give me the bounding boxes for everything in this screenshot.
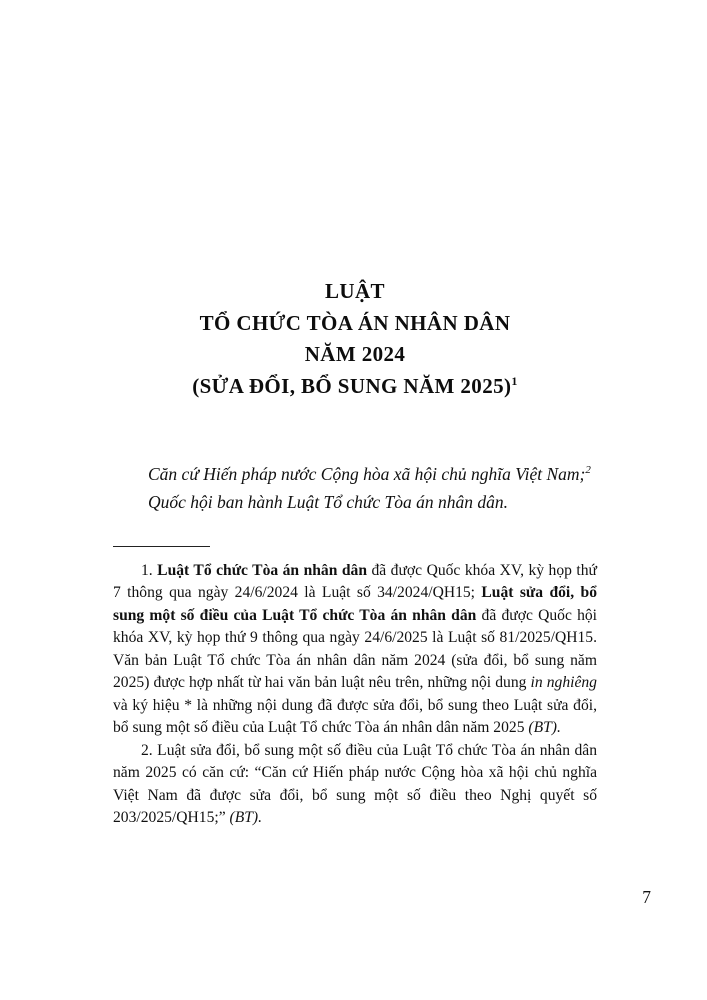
footnote-1: 1. Luật Tổ chức Tòa án nhân dân đã được Quốc khóa XV, kỳ họp thứ 7 thông qua ngày 24/6/2024 là Luật số 34/2024/QH15; Luật sửa đổi, bổ sung một số điều của Luật Tổ chức Tòa án nhân dân đã được Quốc hội khóa XV, kỳ họp thứ 9 thông qua ngày 24/6/2025 là Luật số 81/2025/QH15. Văn bản Luật Tổ chức Tòa án nhân dân năm 2024 (sửa đổi, bổ sung năm 2025) được hợp nhất từ hai văn bản luật nêu trên, những nội dung in nghiêng và ký hiệu * là những nội dung đã được sửa đổi, bổ sung theo Luật sửa đổi, bổ sung một số điều của Luật Tổ chức Tòa án nhân dân năm 2025 (BT).: [113, 562, 598, 737]
preamble: [113, 460, 597, 516]
title-line-2: TỔ CHỨC TÒA ÁN NHÂN DÂN: [199, 310, 511, 335]
footnotes: [113, 560, 597, 829]
preamble-paragraph-2: Quốc hội ban hành Luật Tổ chức Tòa án nhân dân.: [148, 492, 509, 512]
title-line-4: [113, 371, 597, 403]
preamble-paragraph-1: Căn cứ Hiến pháp nước Cộng hòa xã hội chủ nghĩa Việt Nam;$^2$: [148, 464, 591, 484]
title-line-1: LUẬT: [325, 279, 385, 303]
page-content: [113, 0, 597, 829]
footnote-separator: [113, 546, 210, 547]
footnote-2: 2. Luật sửa đổi, bổ sung một số điều của Luật Tổ chức Tòa án nhân dân năm 2025 có căn cứ: “Căn cứ Hiến pháp nước Cộng hòa xã hội chủ nghĩa Việt Nam đã được sửa đổi, bổ sung một số điều theo Nghị quyết số 203/2025/QH15;” (BT).: [113, 741, 597, 826]
title-line-3: NĂM 2024: [304, 342, 406, 366]
title-line-4-text: (SỬA ĐỔI, BỔ SUNG NĂM 2025): [192, 373, 512, 398]
page-number: 7: [642, 887, 651, 907]
document-title: [113, 276, 597, 402]
title-footnote-ref: 1: [511, 373, 518, 388]
